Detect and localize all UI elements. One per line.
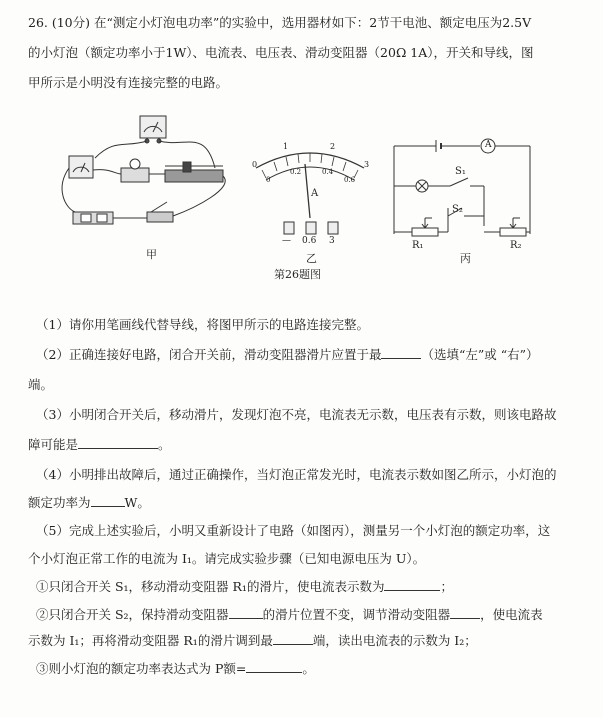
item-4-cont <box>28 494 581 512</box>
item-4-unit: W。 <box>124 495 150 510</box>
figure-label-yi: 乙 <box>306 252 317 265</box>
meter-scale-bottom-1: 0.2 <box>290 168 302 176</box>
meter-unit: A <box>311 188 319 199</box>
item-3-blank[interactable] <box>78 436 158 449</box>
meter-terminal-0-6: 0.6 <box>302 236 317 246</box>
step-1-end: ； <box>440 579 453 594</box>
meter-terminal-minus: — <box>282 236 291 246</box>
step-2-cont <box>28 632 581 650</box>
item-3-text: 障可能是 <box>28 437 79 452</box>
question-line-1: 26. (10分) 在“测定小灯泡电功率”的实验中，选用器材如下：2节干电池、额定电压为2.5V <box>28 15 532 30</box>
item-5-cont: 个小灯泡正常工作的电流为 I₁。请完成实验步骤（已知电源电压为 U）。 <box>28 551 426 566</box>
step-2-blank-2[interactable] <box>450 606 480 619</box>
question-line-2: 的小灯泡（额定功率小于1W）、电流表、电压表、滑动变阻器（20Ω 1A），开关和导线，图 <box>28 45 534 60</box>
figure-label-jia: 甲 <box>146 248 157 261</box>
meter-terminal-3: 3 <box>329 236 335 246</box>
step-1 <box>36 578 581 596</box>
ammeter-symbol-label: A <box>485 140 492 150</box>
meter-scale-top-3: 3 <box>364 160 370 169</box>
figure-yi-ammeter <box>250 140 370 250</box>
item-3: （3）小明闭合开关后，移动滑片，发现灯泡不亮，电流表无示数，电压表有示数，则该电路故 <box>36 407 557 422</box>
item-3-cont <box>28 436 581 454</box>
step-1-text: ①只闭合开关 S₁，移动滑动变阻器 R₁的滑片，使电流表示数为 <box>36 579 385 594</box>
meter-scale-bottom-3: 0.6 <box>344 176 356 184</box>
resistor-r2-label: R₂ <box>510 240 522 251</box>
question-line-3: 甲所示是小明没有连接完整的电路。 <box>28 75 229 90</box>
item-2-text: （2）正确连接好电路，闭合开关前，滑动变阻器滑片应置于最 <box>36 347 382 362</box>
meter-scale-bottom-0: 0 <box>266 176 271 184</box>
item-3-period: 。 <box>158 437 171 452</box>
item-1: （1）请你用笔画线代替导线，将图甲所示的电路连接完整。 <box>36 317 369 332</box>
step-3-end: 。 <box>302 661 315 676</box>
step-3-text: ③则小灯泡的额定功率表达式为 P额= <box>36 661 247 676</box>
item-4-text: 额定功率为 <box>28 495 91 510</box>
figure-bing-circuit <box>388 136 538 246</box>
step-2-text-b: 的滑片位置不变，调节滑动变阻器 <box>262 607 451 622</box>
item-2-blank[interactable] <box>381 346 421 359</box>
item-4-blank[interactable] <box>91 494 125 507</box>
step-3-blank[interactable] <box>246 660 302 673</box>
item-2 <box>36 346 581 364</box>
step-2-blank-3[interactable] <box>273 632 313 645</box>
step-2-blank-1[interactable] <box>229 606 263 619</box>
item-5: （5）完成上述实验后，小明又重新设计了电路（如图丙），测量另一个小灯泡的额定功率，这 <box>36 523 551 538</box>
figure-label-bing: 丙 <box>460 252 471 265</box>
meter-scale-top-1: 1 <box>283 142 289 151</box>
figure-jia-apparatus <box>55 108 258 238</box>
item-4: （4）小明排出故障后，通过正确操作，当灯泡正常发光时，电流表示数如图乙所示，小灯泡的 <box>36 467 557 482</box>
step-2 <box>36 606 581 624</box>
step-3 <box>36 660 581 678</box>
figure-caption: 第26题图 <box>274 268 321 281</box>
meter-scale-bottom-2: 0.4 <box>322 168 334 176</box>
meter-scale-top-0: 0 <box>252 160 258 169</box>
item-2-hint: （选填“左”或 “右”） <box>421 347 539 362</box>
meter-scale-top-2: 2 <box>330 142 336 151</box>
switch-s2-label: S₂ <box>452 204 463 215</box>
step-1-blank[interactable] <box>384 578 440 591</box>
switch-s1-label: S₁ <box>455 166 466 177</box>
step-2-text: ②只闭合开关 S₂，保持滑动变阻器 <box>36 607 229 622</box>
step-2-text-c: ，使电流表 <box>480 607 543 622</box>
resistor-r1-label: R₁ <box>412 240 424 251</box>
item-2-end: 端。 <box>28 377 54 392</box>
step-2-text-d: 示数为 I₁；再将滑动变阻器 R₁的滑片调到最 <box>28 633 273 648</box>
step-2-text-e: 端，读出电流表的示数为 I₂； <box>312 633 477 648</box>
